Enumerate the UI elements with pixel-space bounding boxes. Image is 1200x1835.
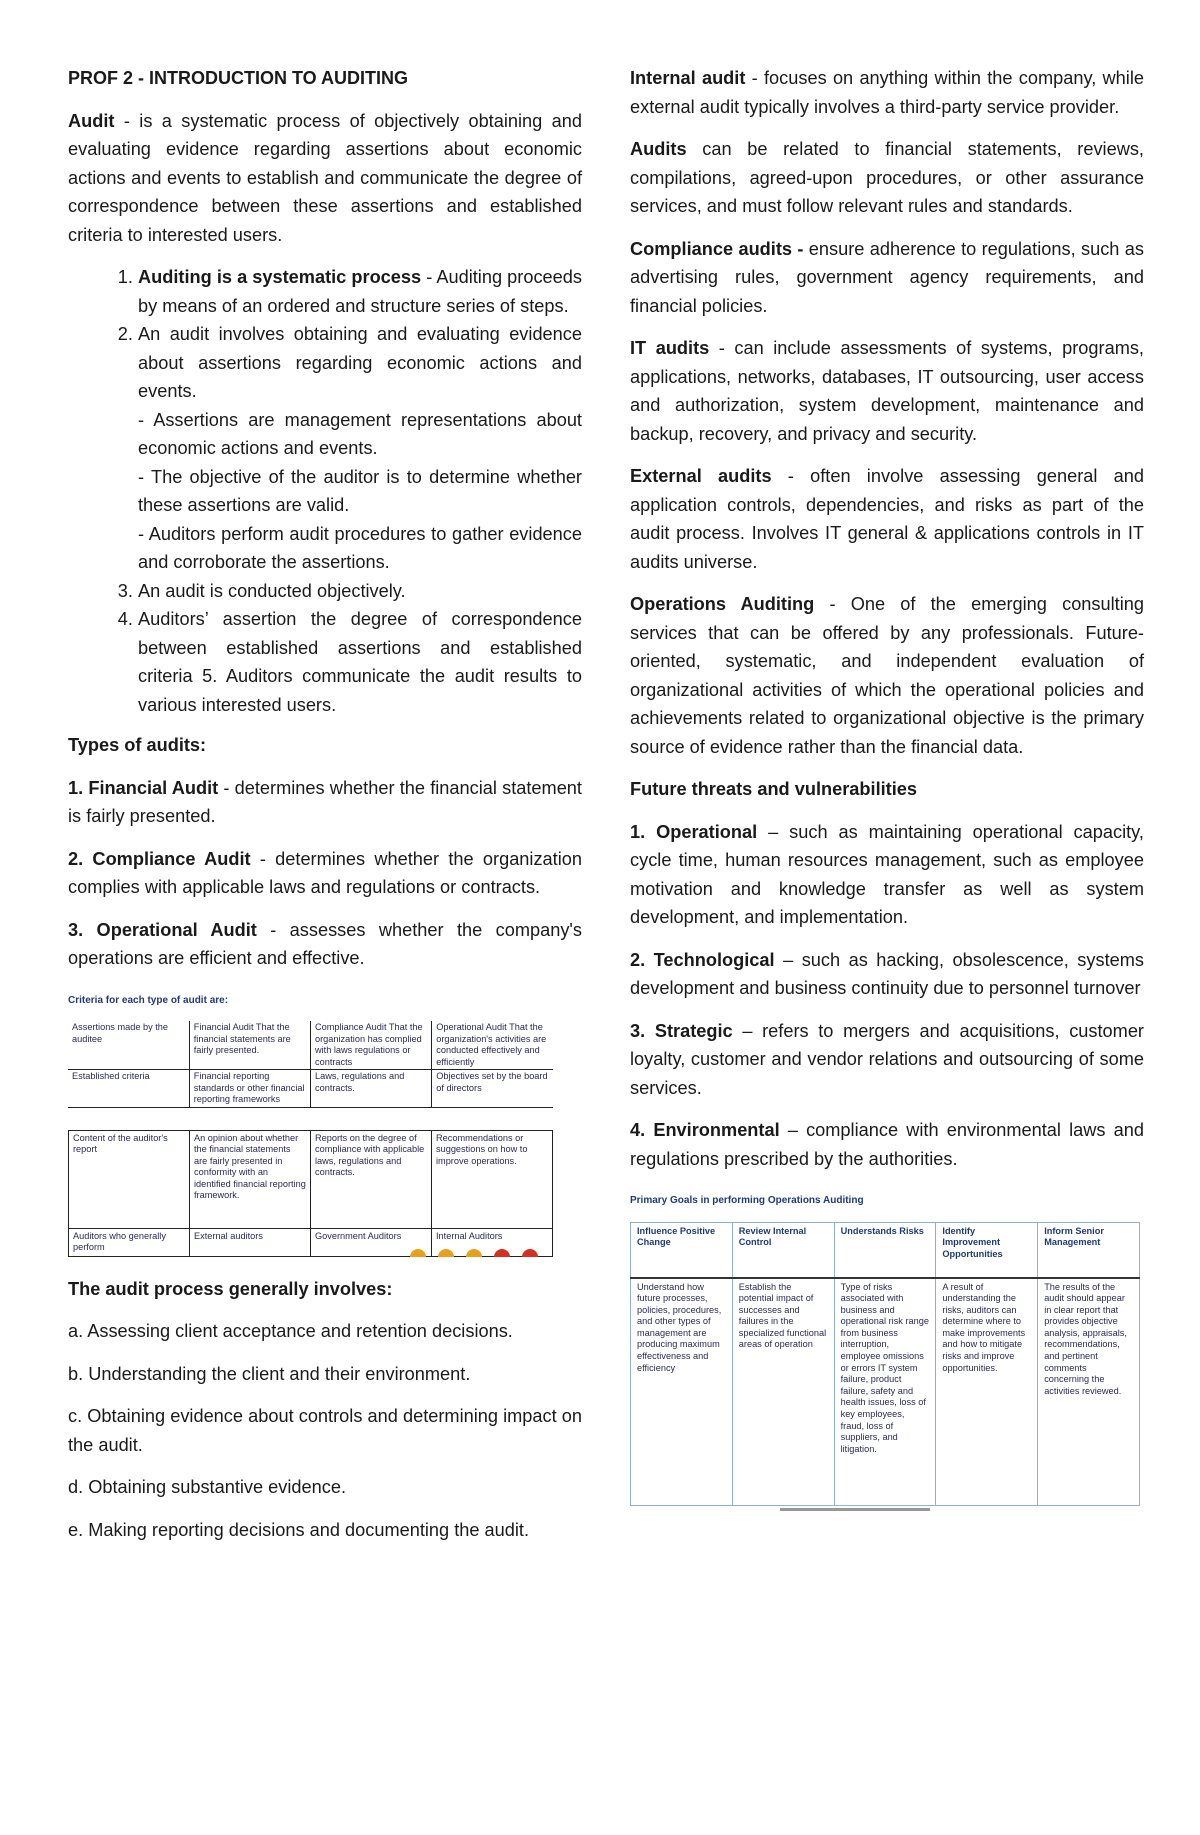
table-cell: Operational Audit That the organization's activities are conducted effectively and efficiently [432, 1021, 553, 1070]
table-cell: External auditors [190, 1228, 311, 1256]
definition-lead: Internal audit [630, 68, 746, 88]
definition-lead: Compliance audits - [630, 238, 804, 259]
definition-text: - One of the emerging consulting services that can be offered by any professionals. Future-oriented, systematic, and independent evaluation of organizational activities of which the operational policies and achievements related to organizational objective is the primary source of evidence rather than the financial data. [630, 594, 1144, 757]
definition-paragraph [630, 590, 1144, 761]
table-cell: Financial Audit That the financial statements are fairly presented. [189, 1021, 310, 1070]
table-cell: Compliance Audit That the organization has complied with laws regulations or contracts [311, 1021, 432, 1070]
point-text: - Auditing proceeds by means of an ordered and structure series of steps. [138, 267, 582, 316]
table-header-cell: Review Internal Control [732, 1222, 834, 1278]
point-sub: - Assertions are management representations about economic actions and events. [138, 409, 582, 458]
threat-lead: 4. Environmental [630, 1120, 780, 1140]
table-header-cell: Influence Positive Change [631, 1222, 733, 1278]
point-text: An audit is conducted objectively. [138, 580, 406, 601]
table-header-cell: Identify Improvement Opportunities [936, 1222, 1038, 1278]
table-cell: Laws, regulations and contracts. [311, 1070, 432, 1108]
audit-definition-text: - is a systematic process of objectively obtaining and evaluating evidence regarding assertions about economic actions and events to establish and communicate the degree of correspondence between these assertions and established criteria to interested users. [68, 110, 582, 245]
ops-table-image [630, 1187, 1144, 1511]
table-cell: Content of the auditor's report [69, 1130, 190, 1228]
process-step: d. Obtaining substantive evidence. [68, 1477, 347, 1497]
criteria-table [68, 1021, 553, 1108]
right-column [630, 64, 1144, 1511]
ops-goals-table [630, 1222, 1140, 1507]
threat-text: – compliance with environmental laws and regulations prescribed by the authorities. [630, 1120, 1144, 1169]
threats-heading: Future threats and vulnerabilities [630, 779, 918, 799]
point-text: An audit involves obtaining and evaluating evidence about assertions regarding economic actions and events. [138, 324, 582, 401]
type-lead: 2. Compliance Audit [68, 848, 251, 869]
type-text: - determines whether the organization complies with applicable laws and regulations or contracts. [68, 848, 582, 897]
criteria-table-title: Criteria for each type of audit are: [68, 994, 229, 1006]
threat-lead: 3. Strategic [630, 1020, 733, 1041]
type-text: - determines whether the financial statement is fairly presented. [68, 777, 582, 826]
definition-text: - often involve assessing general and application controls, dependencies, and risks as part of the audit process. Involves IT general & applications controls in IT audits universe. [630, 466, 1144, 572]
ops-table-title: Primary Goals in performing Operations Auditing [630, 1195, 864, 1206]
table-cell: Auditors who generally perform [69, 1228, 190, 1256]
table-cell: Internal Auditors [432, 1228, 553, 1256]
threat-item [630, 818, 1144, 932]
audit-point [138, 577, 582, 606]
definition-text: ensure adherence to regulations, such as advertising rules, government agency requirements, and financial policies. [630, 238, 1144, 316]
image-edge-artifact [780, 1508, 930, 1511]
table-cell: Type of risks associated with business and operational risk range from business interruption, employee omissions or errors IT system failure, product failure, safety and health issues, loss of key employees, fraud, loss of suppliers, and litigation. [834, 1278, 936, 1506]
type-lead: 3. Operational Audit [68, 919, 257, 940]
table-cell: An opinion about whether the financial statements are fairly presented in conformity with an identified financial reporting framework. [190, 1130, 311, 1228]
definition-lead: Audits [630, 139, 687, 159]
table-row [631, 1278, 1140, 1506]
definition-paragraph [630, 462, 1144, 576]
table-row [68, 1021, 553, 1070]
table-row [69, 1130, 553, 1228]
table-header-cell: Understands Risks [834, 1222, 936, 1278]
definition-paragraph [630, 334, 1144, 448]
type-lead: 1. Financial Audit [68, 777, 219, 798]
process-step: a. Assessing client acceptance and retention decisions. [68, 1321, 513, 1341]
process-heading: The audit process generally involves: [68, 1278, 393, 1299]
table-cell: Assertions made by the auditee [68, 1021, 189, 1070]
point-text: Auditors’ assertion the degree of correspondence between established assertions and established criteria 5. Auditors communicate the audit results to various interested users. [138, 609, 582, 715]
table-cell: Reports on the degree of compliance with applicable laws, regulations and contracts. [311, 1130, 432, 1228]
definition-text: can be related to financial statements, reviews, compilations, agreed-upon procedures, or other assurance services, and must follow relevant rules and standards. [630, 139, 1144, 216]
process-step: c. Obtaining evidence about controls and determining impact on the audit. [68, 1406, 582, 1455]
audit-points-list [68, 263, 582, 719]
decorative-shapes [398, 1243, 558, 1257]
threat-lead: 2. Technological [630, 949, 775, 970]
criteria-table-report [68, 1130, 553, 1257]
audit-type [68, 916, 582, 973]
audit-point [138, 263, 582, 320]
types-heading: Types of audits: [68, 735, 207, 755]
criteria-table-image [68, 987, 582, 1257]
audit-type [68, 774, 582, 831]
threat-item [630, 1116, 1144, 1173]
audit-point [138, 320, 582, 577]
table-header-row [631, 1222, 1140, 1278]
process-step: e. Making reporting decisions and documenting the audit. [68, 1519, 530, 1540]
audit-point [138, 605, 582, 719]
definition-paragraph [630, 235, 1144, 321]
table-cell: Financial reporting standards or other financial reporting frameworks [189, 1070, 310, 1108]
table-cell: Government Auditors [311, 1228, 432, 1256]
table-cell: Understand how future processes, policies, procedures, and other types of management are producing maximum effectiveness and efficiency [631, 1278, 733, 1506]
type-text: - assesses whether the company's operations are efficient and effective. [68, 919, 582, 968]
process-step: b. Understanding the client and their environment. [68, 1363, 471, 1384]
threat-item [630, 946, 1144, 1003]
document-title: PROF 2 - INTRODUCTION TO AUDITING [68, 68, 408, 88]
threat-text: – refers to mergers and acquisitions, customer loyalty, customer and vendor relations and outsourcing of some services. [630, 1020, 1144, 1098]
definition-text: - focuses on anything within the company, while external audit typically involves a third-party service provider. [630, 68, 1144, 117]
audit-definition [68, 107, 582, 250]
table-cell: Established criteria [68, 1070, 189, 1108]
left-column [68, 64, 582, 1558]
definition-paragraph [630, 135, 1144, 221]
definition-lead: IT audits [630, 338, 710, 358]
table-cell: The results of the audit should appear in clear report that provides objective analysis, appraisals, recommendations, and pertinent comments concerning the activities reviewed. [1038, 1278, 1140, 1506]
definition-text: - can include assessments of systems, programs, applications, networks, databases, IT outsourcing, user access and authorization, system development, maintenance and backup, recovery, and privacy and security. [630, 338, 1144, 444]
audit-term: Audit [68, 110, 115, 131]
point-sub: - The objective of the auditor is to determine whether these assertions are valid. [138, 466, 582, 515]
threat-text: – such as maintaining operational capacity, cycle time, human resources management, such as employee motivation and knowledge transfer as well as system development, and implementation. [630, 821, 1144, 927]
definition-paragraph [630, 64, 1144, 121]
table-cell: A result of understanding the risks, auditors can determine where to make improvements and how to mitigate risks and improve opportunities. [936, 1278, 1038, 1506]
threat-text: – such as hacking, obsolescence, systems development and business continuity due to personnel turnover [630, 949, 1144, 998]
point-sub: - Auditors perform audit procedures to gather evidence and corroborate the assertions. [138, 523, 582, 572]
definition-lead: External audits [630, 466, 772, 486]
table-cell: Establish the potential impact of successes and failures in the specialized functional areas of operation [732, 1278, 834, 1506]
table-cell: Recommendations or suggestions on how to improve operations. [432, 1130, 553, 1228]
table-row [68, 1070, 553, 1108]
table-header-cell: Inform Senior Management [1038, 1222, 1140, 1278]
audit-type [68, 845, 582, 902]
threat-lead: 1. Operational [630, 821, 758, 842]
definition-lead: Operations Auditing [630, 594, 815, 614]
threat-item [630, 1017, 1144, 1103]
point-lead: Auditing is a systematic process [138, 267, 422, 287]
table-cell: Objectives set by the board of directors [432, 1070, 553, 1108]
